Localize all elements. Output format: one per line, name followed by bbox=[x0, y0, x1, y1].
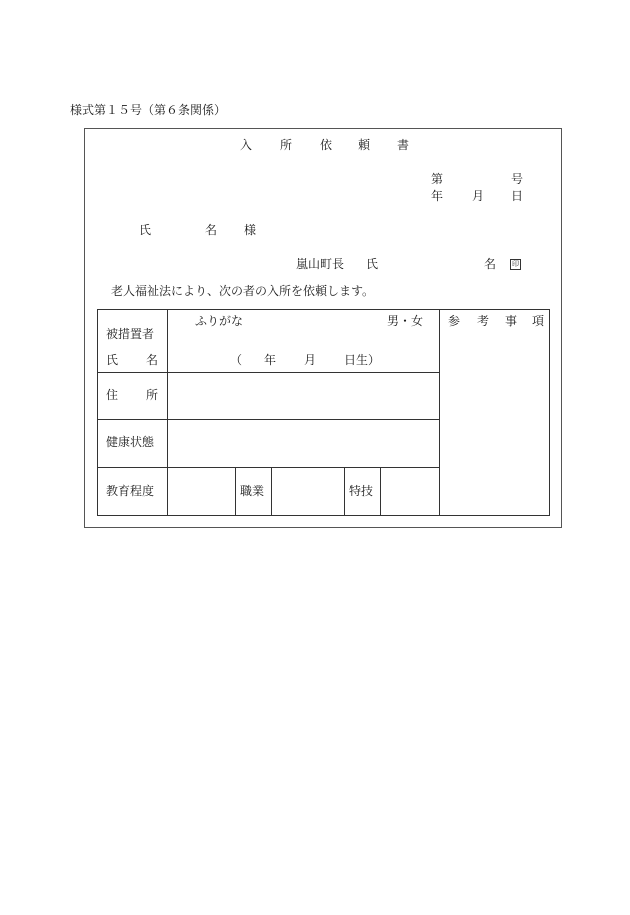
addressee-shi: 氏 bbox=[139, 223, 152, 237]
table-line bbox=[98, 372, 439, 373]
furigana-label: ふりがな bbox=[195, 314, 244, 328]
name-shi-label: 氏 bbox=[106, 353, 119, 367]
notes-char-1: 参 bbox=[448, 314, 461, 328]
table-line bbox=[98, 419, 439, 420]
table-line bbox=[439, 310, 440, 516]
birth-year: 年 bbox=[264, 353, 277, 367]
date-month: 月 bbox=[472, 189, 485, 203]
notes-char-4: 項 bbox=[532, 314, 545, 328]
table-line bbox=[235, 467, 236, 516]
table-line bbox=[98, 467, 439, 468]
birth-day: 日生） bbox=[344, 353, 381, 367]
skill-label: 特技 bbox=[349, 484, 374, 498]
date-day: 日 bbox=[511, 189, 524, 203]
table-line bbox=[167, 310, 168, 516]
title-char-1: 入 bbox=[240, 138, 253, 152]
title-char-3: 依 bbox=[320, 138, 333, 152]
number-dai: 第 bbox=[431, 172, 444, 186]
addressee-mei: 名 bbox=[205, 223, 218, 237]
table-line bbox=[271, 467, 272, 516]
sender-title: 嵐山町長 bbox=[296, 257, 345, 271]
birth-month: 月 bbox=[304, 353, 317, 367]
table-line bbox=[344, 467, 345, 516]
intro-text: 老人福祉法により、次の者の入所を依頼します。 bbox=[111, 284, 375, 298]
sender-shi: 氏 bbox=[366, 257, 379, 271]
number-go: 号 bbox=[511, 172, 524, 186]
notes-char-2: 考 bbox=[477, 314, 490, 328]
education-label: 教育程度 bbox=[106, 484, 155, 498]
seal-icon: 印 bbox=[512, 260, 519, 268]
date-year: 年 bbox=[431, 189, 444, 203]
name-mei-label: 名 bbox=[146, 353, 159, 367]
title-char-4: 頼 bbox=[358, 138, 371, 152]
hisochisha-label: 被措置者 bbox=[106, 327, 155, 341]
form-number: 様式第１５号（第６条関係） bbox=[70, 103, 227, 117]
occupation-label: 職業 bbox=[240, 484, 265, 498]
birth-open: （ bbox=[230, 353, 243, 367]
sender-mei: 名 bbox=[484, 257, 497, 271]
table-line bbox=[380, 467, 381, 516]
addressee-sama: 様 bbox=[244, 223, 257, 237]
address-sho-label: 所 bbox=[146, 388, 159, 402]
notes-char-3: 事 bbox=[505, 314, 518, 328]
form-table bbox=[97, 309, 550, 516]
health-label: 健康状態 bbox=[106, 435, 155, 449]
address-ju-label: 住 bbox=[106, 388, 119, 402]
title-char-2: 所 bbox=[280, 138, 293, 152]
gender-label: 男・女 bbox=[387, 314, 424, 328]
title-char-5: 書 bbox=[397, 138, 410, 152]
